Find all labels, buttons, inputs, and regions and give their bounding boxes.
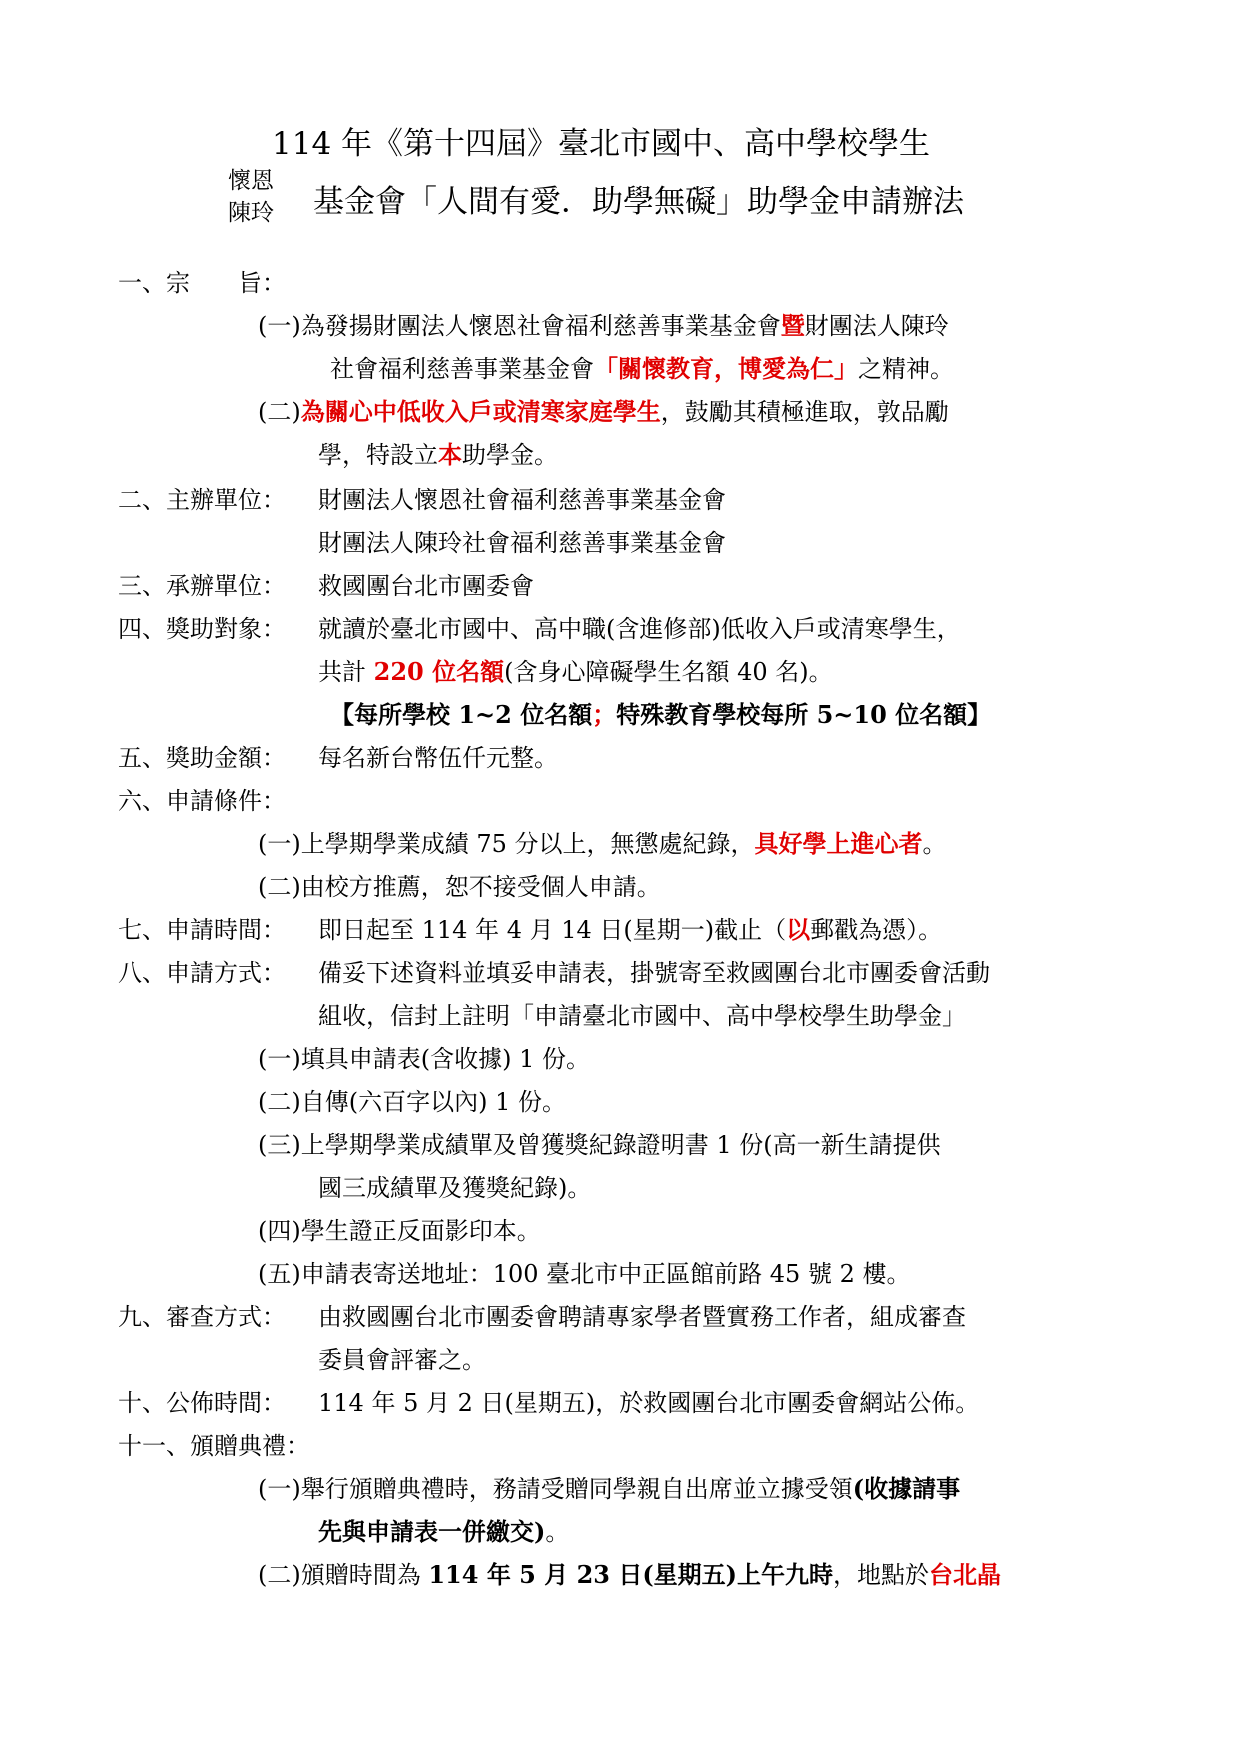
section-6-item-1 xyxy=(258,828,947,860)
s4-quota: 220 位名額 xyxy=(373,657,505,686)
section-8-item-3-line-1: (三)上學期學業成績單及曾獲獎紀錄證明書 1 份(高一新生請提供 xyxy=(258,1131,941,1159)
section-1-heading: 一、宗 旨： xyxy=(118,269,286,297)
section-9-heading: 九、審查方式： xyxy=(118,1303,286,1331)
title-stack-bottom: 陳玲 xyxy=(228,200,274,226)
s1-i1-text-d: 社會福利慈善事業基金會 xyxy=(330,355,594,383)
section-7-text xyxy=(318,914,942,946)
s1-i2-text-e: 本 xyxy=(438,440,462,469)
section-8-item-2: (二)自傳(六百字以內) 1 份。 xyxy=(258,1088,566,1116)
s1-i1-text-f: 之精神。 xyxy=(858,355,954,383)
s4-note-b: ； xyxy=(592,700,617,729)
s1-i2-text-f: 助學金。 xyxy=(462,441,558,469)
section-1-item-2-line-2 xyxy=(318,439,558,471)
section-4-line-2 xyxy=(318,656,833,688)
s11-i1-text-b: (收據請事 xyxy=(852,1474,961,1503)
s7-text-b: 以 xyxy=(786,915,811,944)
section-8-item-5: (五)申請表寄送地址：100 臺北市中正區館前路 45 號 2 樓。 xyxy=(258,1260,911,1288)
section-6-heading: 六、申請條件： xyxy=(118,787,286,815)
section-8-heading: 八、申請方式： xyxy=(118,959,286,987)
section-11-item-1-line-1 xyxy=(258,1473,960,1505)
s11-i2-text-b: 114 年 5 月 23 日(星期五)上午九時 xyxy=(428,1560,834,1589)
section-2-org-1: 財團法人懷恩社會福利慈善事業基金會 xyxy=(318,486,726,514)
section-8-item-1: (一)填具申請表(含收據) 1 份。 xyxy=(258,1045,590,1073)
s4-note-c: 特殊教育學校每所 5~10 位名額】 xyxy=(616,700,992,729)
s1-i1-text-b: 暨 xyxy=(780,311,805,340)
s1-i1-text-c: 財團法人陳玲 xyxy=(804,312,949,340)
section-7-heading: 七、申請時間： xyxy=(118,916,286,944)
section-10-text: 114 年 5 月 2 日(星期五)，於救國團台北市團委會網站公佈。 xyxy=(318,1389,980,1417)
s4-note-a: 【每所學校 1~2 位名額 xyxy=(330,700,593,729)
s1-i1-text-a: (一)為發揚財團法人懷恩社會福利慈善事業基金會 xyxy=(258,312,781,340)
title-line-2: 基金會「人間有愛．助學無礙」助學金申請辦法 xyxy=(313,184,964,220)
s6-i1-text-b: 具好學上進心者 xyxy=(754,829,923,858)
section-9-line-2: 委員會評審之。 xyxy=(318,1346,486,1374)
section-8-line-2: 組收，信封上註明「申請臺北市國中、高中學校學生助學金」 xyxy=(318,1002,966,1030)
section-9-line-1: 由救國團台北市團委會聘請專家學者暨實務工作者，組成審查 xyxy=(318,1303,966,1331)
s7-text-c: 郵戳為憑）。 xyxy=(810,916,943,944)
section-2-heading: 二、主辦單位： xyxy=(118,486,286,514)
section-6-item-2: (二)由校方推薦，恕不接受個人申請。 xyxy=(258,873,661,901)
s1-i2-text-c: ，鼓勵其積極進取，敦品勵 xyxy=(660,398,949,426)
section-11-heading: 十一、頒贈典禮： xyxy=(118,1432,310,1460)
s11-i1-text-d: 。 xyxy=(545,1518,570,1546)
section-1-item-1-line-2 xyxy=(330,353,954,385)
section-3-org: 救國團台北市團委會 xyxy=(318,572,534,600)
s11-i2-text-a: (二)頒贈時間為 xyxy=(258,1561,429,1589)
section-5-text: 每名新台幣伍仟元整。 xyxy=(318,744,558,772)
s4-l2-text-c: (含身心障礙學生名額 40 名)。 xyxy=(504,658,833,686)
section-8-line-1: 備妥下述資料並填妥申請表，掛號寄至救國團台北市團委會活動 xyxy=(318,959,990,987)
title-foundation-stack xyxy=(228,165,274,229)
s1-i1-text-e: 「關懷教育，博愛為仁」 xyxy=(594,354,858,383)
s1-i2-text-d: 學，特設立 xyxy=(318,441,438,469)
s11-i1-text-c: 先與申請表一併繳交) xyxy=(318,1517,546,1546)
s1-i2-text-b: 為關心中低收入戶或清寒家庭學生 xyxy=(300,397,661,426)
s6-i1-text-a: (一)上學期學業成績 75 分以上，無懲處紀錄， xyxy=(258,830,755,858)
s1-i2-text-a: (二) xyxy=(258,398,301,426)
section-8-item-4: (四)學生證正反面影印本。 xyxy=(258,1217,541,1245)
section-4-line-1: 就讀於臺北市國中、高中職(含進修部)低收入戶或清寒學生， xyxy=(318,615,961,643)
section-3-heading: 三、承辦單位： xyxy=(118,572,286,600)
section-11-item-1-line-2 xyxy=(318,1516,569,1548)
section-11-item-2 xyxy=(258,1559,1001,1591)
section-8-item-3-line-2: 國三成績單及獲獎紀錄)。 xyxy=(318,1174,592,1202)
title-stack-top: 懷恩 xyxy=(228,168,274,194)
section-2-org-2: 財團法人陳玲社會福利慈善事業基金會 xyxy=(318,529,726,557)
s6-i1-text-c: 。 xyxy=(922,830,947,858)
section-1-item-2-line-1 xyxy=(258,396,949,428)
section-4-note xyxy=(330,699,991,731)
section-1-item-1-line-1 xyxy=(258,310,949,342)
section-4-heading: 四、獎助對象： xyxy=(118,615,286,643)
s11-i2-text-d: 台北晶 xyxy=(929,1560,1002,1589)
title-line-1: 114 年《第十四屆》臺北市國中、高中學校學生 xyxy=(272,126,931,162)
section-5-heading: 五、獎助金額： xyxy=(118,744,286,772)
s11-i2-text-c: ，地點於 xyxy=(833,1561,930,1589)
s4-l2-text-a: 共計 xyxy=(318,658,374,686)
section-10-heading: 十、公佈時間： xyxy=(118,1389,286,1417)
s11-i1-text-a: (一)舉行頒贈典禮時，務請受贈同學親自出席並立據受領 xyxy=(258,1475,853,1503)
s7-text-a: 即日起至 114 年 4 月 14 日(星期一)截止（ xyxy=(318,916,787,944)
